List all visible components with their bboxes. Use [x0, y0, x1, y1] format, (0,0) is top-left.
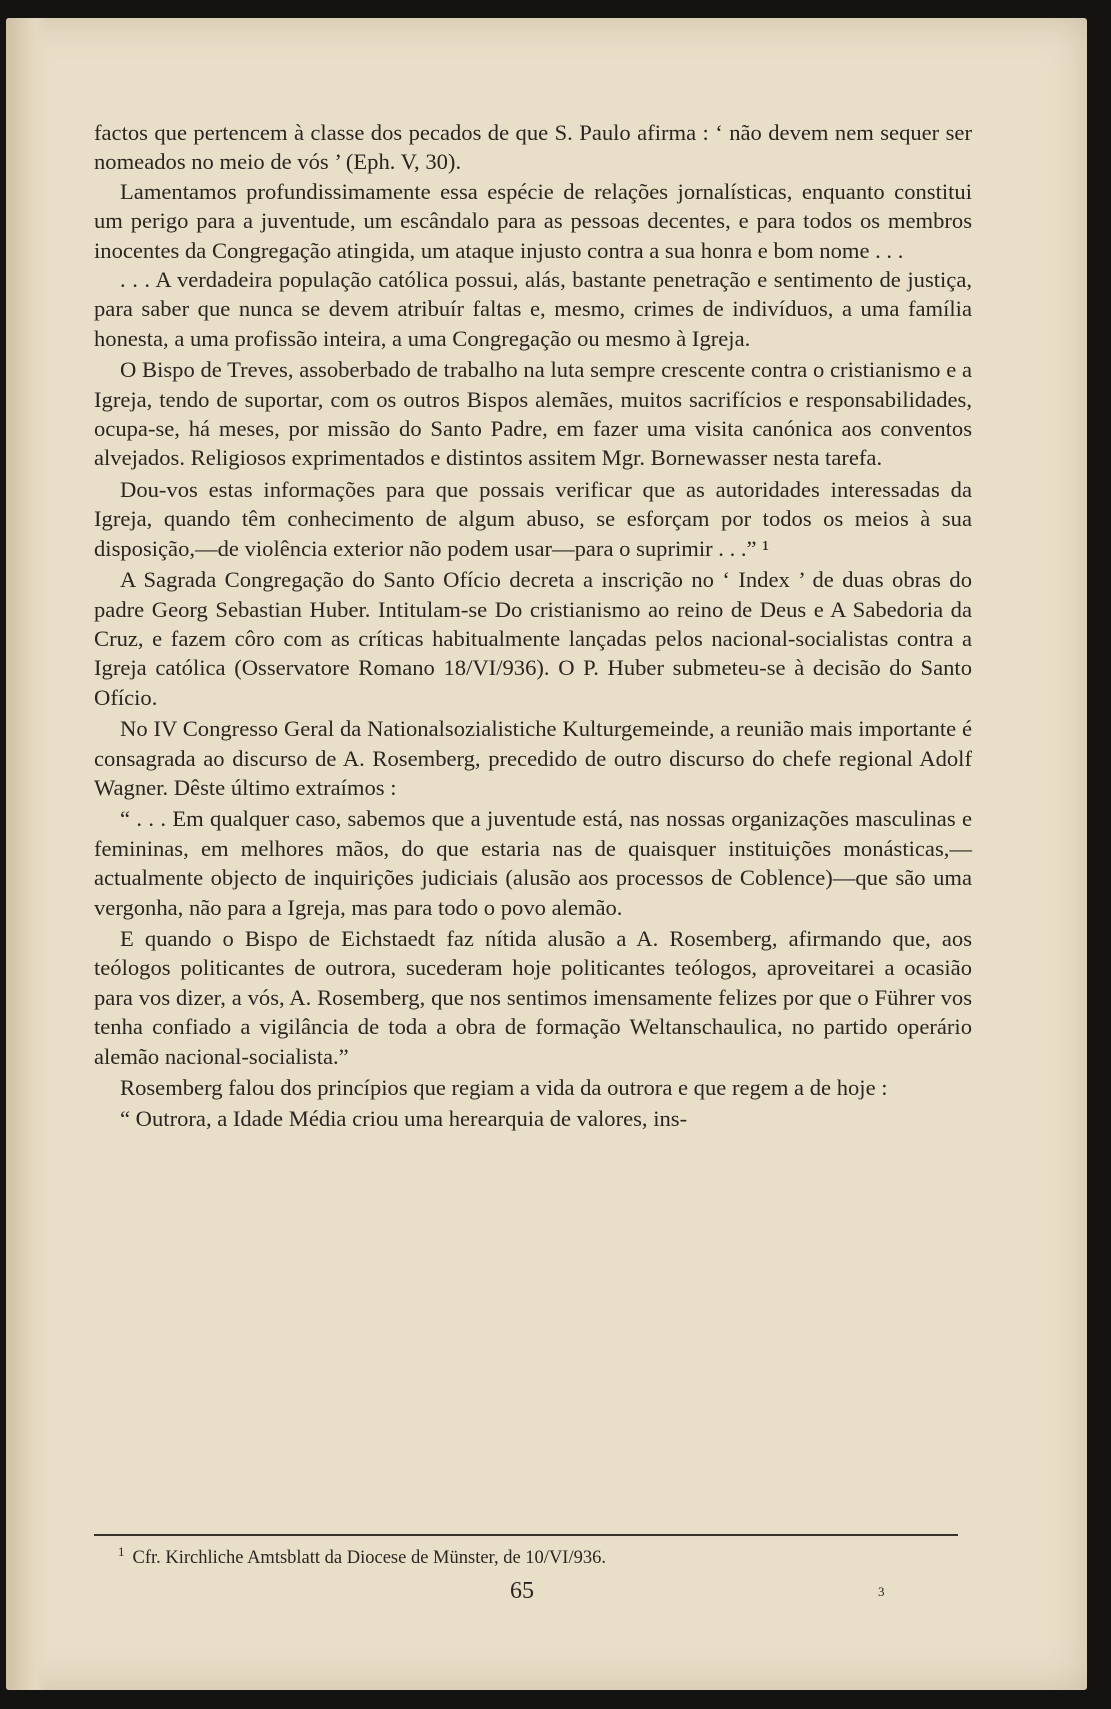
signature-mark: 3 [878, 1584, 885, 1599]
paragraph-1: factos que pertencem à classe dos pecados de que S. Paulo afirma : ‘ não devem nem sequer ser nomeados no meio de vós ’ (Eph. V, 30). [94, 120, 972, 175]
paragraph-5: Dou-vos estas informações para que possais verificar que as autoridades interessadas da Igreja, quando têm conhecimento de algum abuso, se esforçam por todos os meios à sua disposição,—de violência exterior não podem usar—para o suprimir . . .” ¹ [94, 476, 972, 561]
paragraph-11: “ Outrora, a Idade Média criou uma herearquia de valores, ins- [120, 1106, 688, 1132]
book-page [6, 18, 1087, 1690]
paragraph-2: Lamentamos profundissimamente essa espécie de relações jornalísticas, enquanto constitui um perigo para a juventude, um escândalo para as pessoas decentes, e para todos os membros inocentes da Congregação atingida, um ataque injusto contra a sua honra e bom nome . . . [94, 178, 972, 263]
footnote-divider [94, 1534, 958, 1536]
paragraph-3: . . . A verdadeira população católica possui, alás, bastante penetração e sentimento de justiça, para saber que nunca se devem atribuír faltas e, mesmo, crimes de indivíduos, a uma família honesta, a uma profissão inteira, a uma Congregação ou mesmo à Igreja. [94, 267, 972, 351]
paragraph-4: O Bispo de Treves, assoberbado de trabalho na luta sempre crescente contra o cristianismo e a Igreja, tendo de suportar, com os outros Bispos alemães, muitos sacrifícios e responsabilidades, ocupa-se, há meses, por missão do Santo Padre, em fazer uma visita canónica aos conventos alvejados. Religiosos exprimentados e distintos assitem Mgr. Bornewasser nesta tarefa. [94, 357, 972, 471]
footnote-text: Cfr. Kirchliche Amtsblatt da Diocese de Münster, de 10/VI/936. [132, 1548, 606, 1568]
paragraph-7: No IV Congresso Geral da Nationalsozialistiche Kulturgemeinde, a reunião mais importante é consagrada ao discurso de A. Rosemberg, precedido de outro discurso do chefe regional Adolf Wagner. Dêste último extraímos : [94, 716, 972, 800]
body-text [94, 118, 972, 1134]
page-number: 65 [510, 1578, 534, 1604]
footnote-mark: 1 [118, 1543, 125, 1559]
footnote [118, 1543, 968, 1570]
paragraph-6: A Sagrada Congregação do Santo Ofício decreta a inscrição no ‘ Index ’ de duas obras do padre Georg Sebastian Huber. Intitulam-se Do cristianismo ao reino de Deus e A Sabedoria da Cruz, e fazem côro com as críticas habitualmente lançadas pelos nacional-socialistas contra a Igreja católica (Osservatore Romano 18/VI/936). O P. Huber submeteu-se à decisão do Santo Ofício. [94, 567, 972, 710]
paragraph-8: “ . . . Em qualquer caso, sabemos que a juventude está, nas nossas organizações masculinas e femininas, em melhores mãos, do que estaria nas de quaisquer instituições monásticas,—actualmente objecto de inquirições judiciais (alusão aos processos de Coblence)—que são uma vergonha, não para a Igreja, mas para todo o povo alemão. [94, 806, 972, 920]
paragraph-10: Rosemberg falou dos princípios que regiam a vida da outrora e que regem a de hoje : [120, 1075, 888, 1100]
page-binding-shadow [6, 18, 48, 1690]
paragraph-9: E quando o Bispo de Eichstaedt faz nítida alusão a A. Rosemberg, afirmando que, aos teólogos politicantes de outrora, sucederam hoje politicantes teólogos, aproveitarei a ocasião para vos dizer, a vós, A. Rosemberg, que nos sentimos imensamente felizes por que o Führer vos tenha confiado a vigilância de toda a obra de formação Weltanschaulica, no partido operário alemão nacional-socialista.” [94, 925, 972, 1069]
